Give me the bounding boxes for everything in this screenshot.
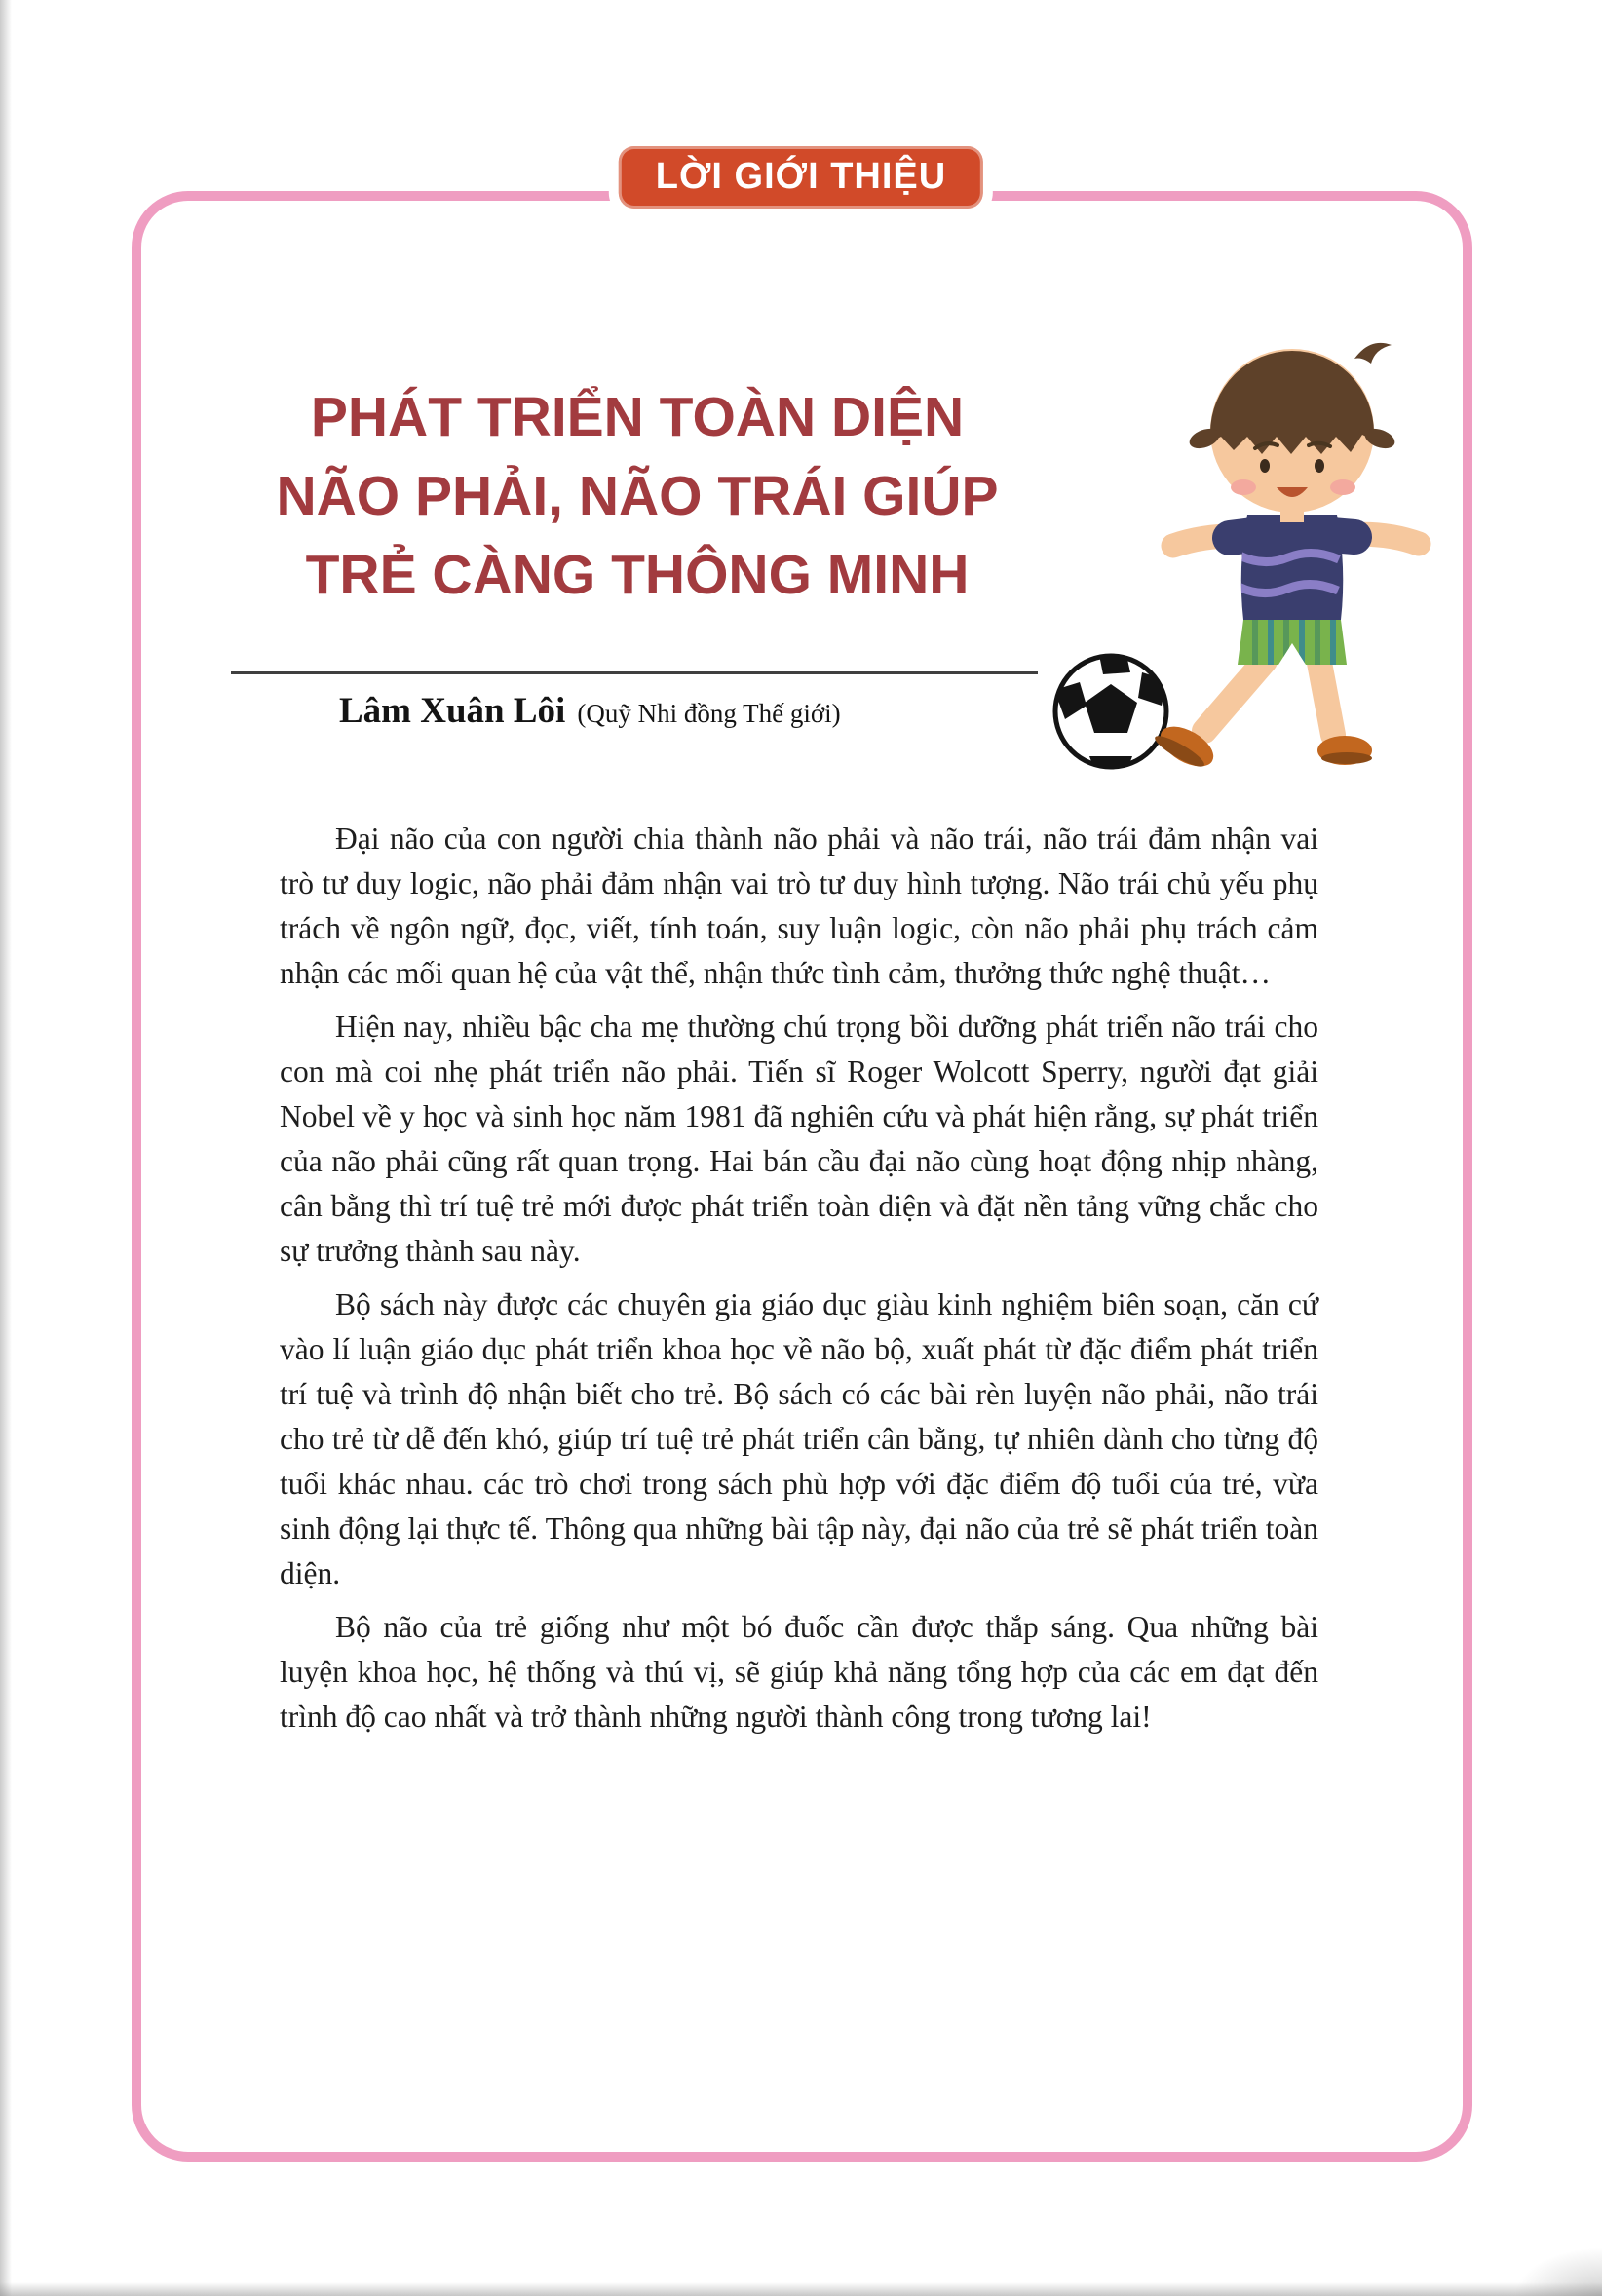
section-badge-label: LỜI GIỚI THIỆU <box>655 156 947 197</box>
body-paragraph: Hiện nay, nhiều bậc cha mẹ thường chú trọng bồi dưỡng phát triển não trái cho con mà coi nhẹ phát triển não phải. Tiến sĩ Roger Wolcott Sperry, người đạt giải Nobel về y học và sinh học năm 1981 đã nghiên cứu và phát hiện rằng, sự phát triển của não phải cũng rất quan trọng. Hai bán cầu đại não cùng hoạt động nhịp nhàng, cân bằng thì trí tuệ trẻ mới được phát triển toàn diện và đặt nền tảng vững chắc cho sự trưởng thành sau này. <box>280 1010 1318 1268</box>
boy-figure <box>1151 343 1419 775</box>
body-paragraph: Đại não của con người chia thành não phải và não trái, não trái đảm nhận vai trò tư duy logic, não phải đảm nhận vai trò tư duy hình tượng. Não trái chủ yếu phụ trách về ngôn ngữ, đọc, viết, tính toán, suy luận logic, còn não phải phụ trách cảm nhận các mối quan hệ của vật thể, nhận thức tình cảm, thưởng thức nghệ thuật… <box>280 822 1318 990</box>
shoe-icon <box>1317 736 1372 765</box>
title-underline <box>231 671 1038 674</box>
author-affiliation: (Quỹ Nhi đồng Thế giới) <box>577 699 841 728</box>
scan-shadow-bottom <box>0 2282 1602 2296</box>
scan-shadow-left <box>0 0 12 2296</box>
section-badge <box>619 146 983 209</box>
body-text <box>280 817 1318 1748</box>
page-title-line: TRẺ CÀNG THÔNG MINH <box>305 544 970 606</box>
scan-shadow-corner <box>1514 2247 1602 2296</box>
body-paragraph: Bộ sách này được các chuyên gia giáo dục giàu kinh nghiệm biên soạn, căn cứ vào lí luận giáo dục phát triển khoa học về não bộ, xuất phát từ đặc điểm phát triển trí tuệ và trình độ nhận biết cho trẻ. Bộ sách có các bài rèn luyện não phải, não trái cho trẻ từ dễ đến khó, giúp trí tuệ trẻ phát triển cân bằng, tự nhiên dành cho từng độ tuổi khác nhau. các trò chơi trong sách phù hợp với đặc điểm độ tuổi của trẻ, vừa sinh động lại thực tế. Thông qua những bài tập này, đại não của trẻ sẽ phát triển toàn diện. <box>280 1287 1318 1590</box>
page-title-line: PHÁT TRIỂN TOÀN DIỆN <box>310 386 965 448</box>
page-title <box>222 378 1052 615</box>
author-name: Lâm Xuân Lôi <box>339 691 566 731</box>
author-line <box>339 690 841 732</box>
body-paragraph: Bộ não của trẻ giống như một bó đuốc cần được thắp sáng. Qua những bài luyện khoa học, hệ thống và thú vị, sẽ giúp khả năng tổng hợp của các em đạt đến trình độ cao nhất và trở thành những người thành công trong tương lai! <box>280 1610 1318 1734</box>
boy-kicking-ball-illustration <box>1041 322 1442 782</box>
soccer-ball-icon <box>1054 655 1187 778</box>
page-title-line: NÃO PHẢI, NÃO TRÁI GIÚP <box>276 465 999 527</box>
